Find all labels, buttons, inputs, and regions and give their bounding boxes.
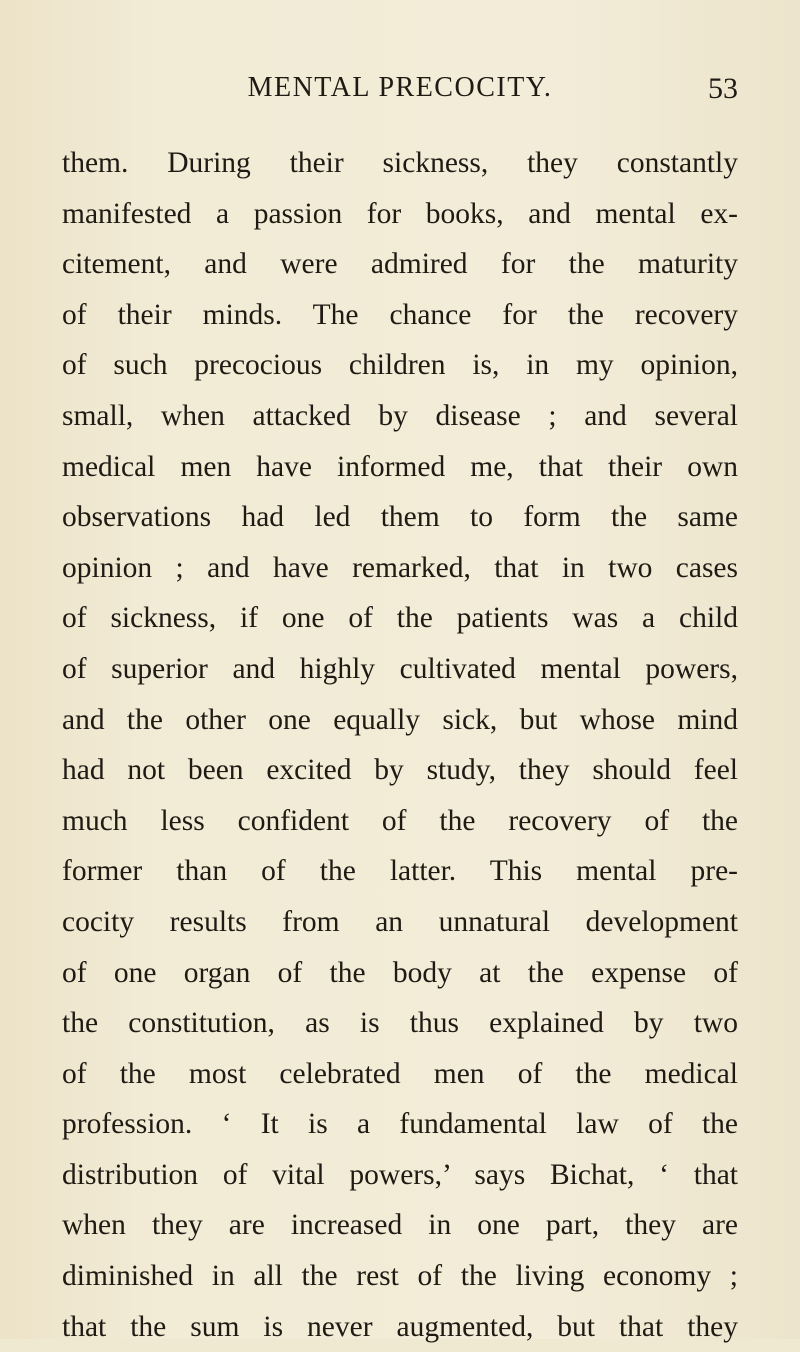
page-number: 53 [708,72,738,105]
text-line: medical men have informed me, that their own [62,450,738,483]
text-line: that the sum is never augmented, but that they [62,1310,738,1343]
text-line: profession. ‘ It is a fundamental law of the [62,1108,738,1141]
text-line: observations had led them to form the same [62,501,738,534]
text-line: of their minds. The chance for the recovery [62,298,738,331]
body-text [62,138,738,1352]
text-line: of one organ of the body at the expense of [62,956,738,989]
text-line: the constitution, as is thus explained by two [62,1007,738,1040]
text-line: when they are increased in one part, they are [62,1209,738,1242]
text-line: diminished in all the rest of the living economy ; [62,1260,738,1293]
text-line: had not been excited by study, they should feel [62,754,738,787]
text-line: opinion ; and have remarked, that in two cases [62,551,738,584]
text-line: manifested a passion for books, and mental ex- [62,197,738,230]
page-header [0,72,800,112]
text-line: and the other one equally sick, but whose mind [62,703,738,736]
text-line: of superior and highly cultivated mental powers, [62,652,738,685]
text-line: of sickness, if one of the patients was a child [62,602,738,635]
text-line: citement, and were admired for the maturity [62,248,738,281]
text-line: former than of the latter. This mental pre- [62,855,738,888]
text-line: them. During their sickness, they constantly [62,147,738,179]
text-line: of the most celebrated men of the medical [62,1057,738,1090]
text-line: of such precocious children is, in my opinion, [62,349,738,382]
running-title: MENTAL PRECOCITY. [247,72,553,103]
text-line: cocity results from an unnatural development [62,905,738,938]
text-line: distribution of vital powers,’ says Bichat, ‘ that [62,1158,738,1191]
text-line: small, when attacked by disease ; and several [62,399,738,432]
text-line: much less confident of the recovery of the [62,804,738,837]
